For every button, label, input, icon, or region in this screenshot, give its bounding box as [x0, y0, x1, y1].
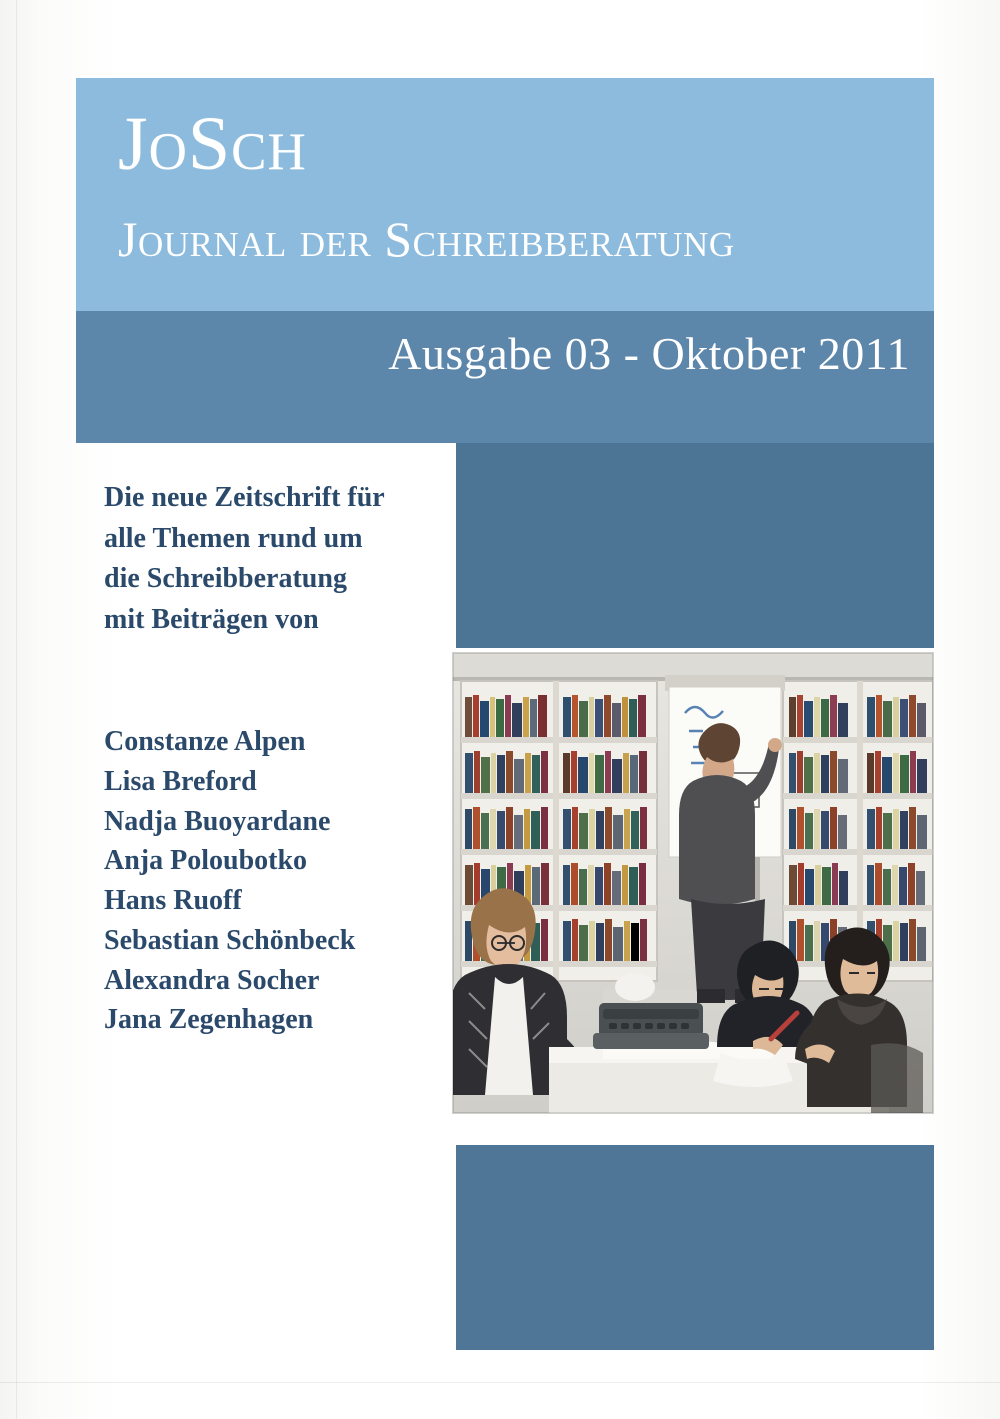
list-item: Anja Poloubotko	[104, 845, 308, 877]
cover-photo	[452, 652, 934, 1114]
issue-band	[76, 311, 934, 443]
journal-title: JoSch	[118, 102, 307, 186]
tagline-line-4: mit Beiträgen von	[104, 603, 319, 635]
scan-edge-bottom	[0, 1382, 1000, 1383]
tagline-line-3: die Schreibberatung	[104, 563, 347, 595]
decorative-block-lower	[456, 1145, 934, 1350]
list-item: Lisa Breford	[104, 765, 257, 797]
list-item: Nadja Buoyardane	[104, 805, 331, 837]
contributor-list	[104, 722, 454, 1040]
issue-label: Ausgabe 03 - Oktober 2011	[388, 328, 910, 379]
tagline-line-2: alle Themen rund um	[104, 522, 363, 554]
cover-photo-image	[453, 653, 933, 1113]
scan-edge-left	[16, 0, 17, 1419]
list-item: Jana Zegenhagen	[104, 1004, 314, 1036]
journal-subtitle: Journal der Schreibberatung	[118, 211, 735, 267]
cover-tagline	[104, 478, 454, 640]
masthead-banner	[76, 78, 934, 311]
list-item: Sebastian Schönbeck	[104, 924, 356, 956]
decorative-block-upper	[456, 443, 934, 648]
tagline-line-1: Die neue Zeitschrift für	[104, 482, 385, 513]
list-item: Alexandra Socher	[104, 964, 320, 996]
list-item: Constanze Alpen	[104, 726, 306, 757]
list-item: Hans Ruoff	[104, 885, 242, 916]
